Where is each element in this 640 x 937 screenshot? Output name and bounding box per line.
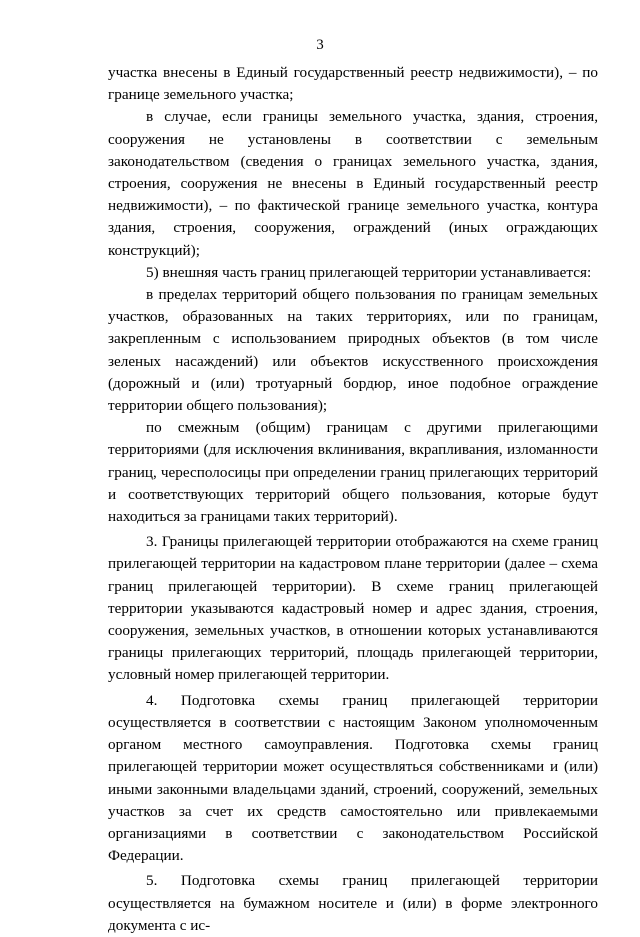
- page-number: 3: [316, 37, 324, 53]
- paragraph: в пределах территорий общего пользования по границам земельных участков, образованных на таких территориях, или по границам, закрепленным с использованием природных объектов (в том числе зеленых насаждений) или объектов искусственного происхождения (дорожный и (или) тротуарный бордюр, иное подобное ограждение территории общего пользования);: [108, 286, 598, 415]
- document-body: [108, 62, 598, 937]
- paragraph: 4. Подготовка схемы границ прилегающей территории осуществляется в соответствии с настоящим Законом уполномоченным органом местного самоуправления. Подготовка схемы границ прилегающей территории может осуществляться собственниками и (или) иными законными владельцами зданий, строений, сооружений, земельных участков за счет их средств самостоятельно или привлекаемыми организациями в соответствии с законодательством Российской Федерации.: [108, 691, 598, 865]
- paragraph: участка внесены в Единый государственный реестр недвижимости), – по границе земельного участка;: [108, 64, 598, 104]
- paragraph: по смежным (общим) границам с другими прилегающими территориями (для исключения вклинивания, вкрапливания, изломанности границ, чересполосицы при определении границ прилегающих территорий и соответствующих территорий общего пользования, которые будут находиться за границами таких территорий).: [108, 419, 598, 526]
- paragraph: 5. Подготовка схемы границ прилегающей территории осуществляется на бумажном носителе и (или) в форме электронного документа с ис-: [108, 872, 598, 934]
- paragraph: 5) внешняя часть границ прилегающей территории устанавливается:: [146, 263, 592, 281]
- paragraph: 3. Границы прилегающей территории отображаются на схеме границ прилегающей территории на кадастровом плане территории (далее – схема границ прилегающей территории). В схеме границ прилегающей территории указываются кадастровый номер и адрес здания, строения, сооружения, земельных участков, в отношении которых устанавливаются границы прилегающих территорий, площадь прилегающей территории, условный номер прилегающей территории.: [108, 533, 598, 684]
- paragraph: в случае, если границы земельного участка, здания, строения, сооружения не установлены в соответствии с земельным законодательством (сведения о границах земельного участка, здания, строения, сооружения не внесены в Единый государственный реестр недвижимости), – по фактической границе земельного участка, контура здания, строения, сооружения, ограждений (иных ограждающих конструкций);: [108, 108, 598, 259]
